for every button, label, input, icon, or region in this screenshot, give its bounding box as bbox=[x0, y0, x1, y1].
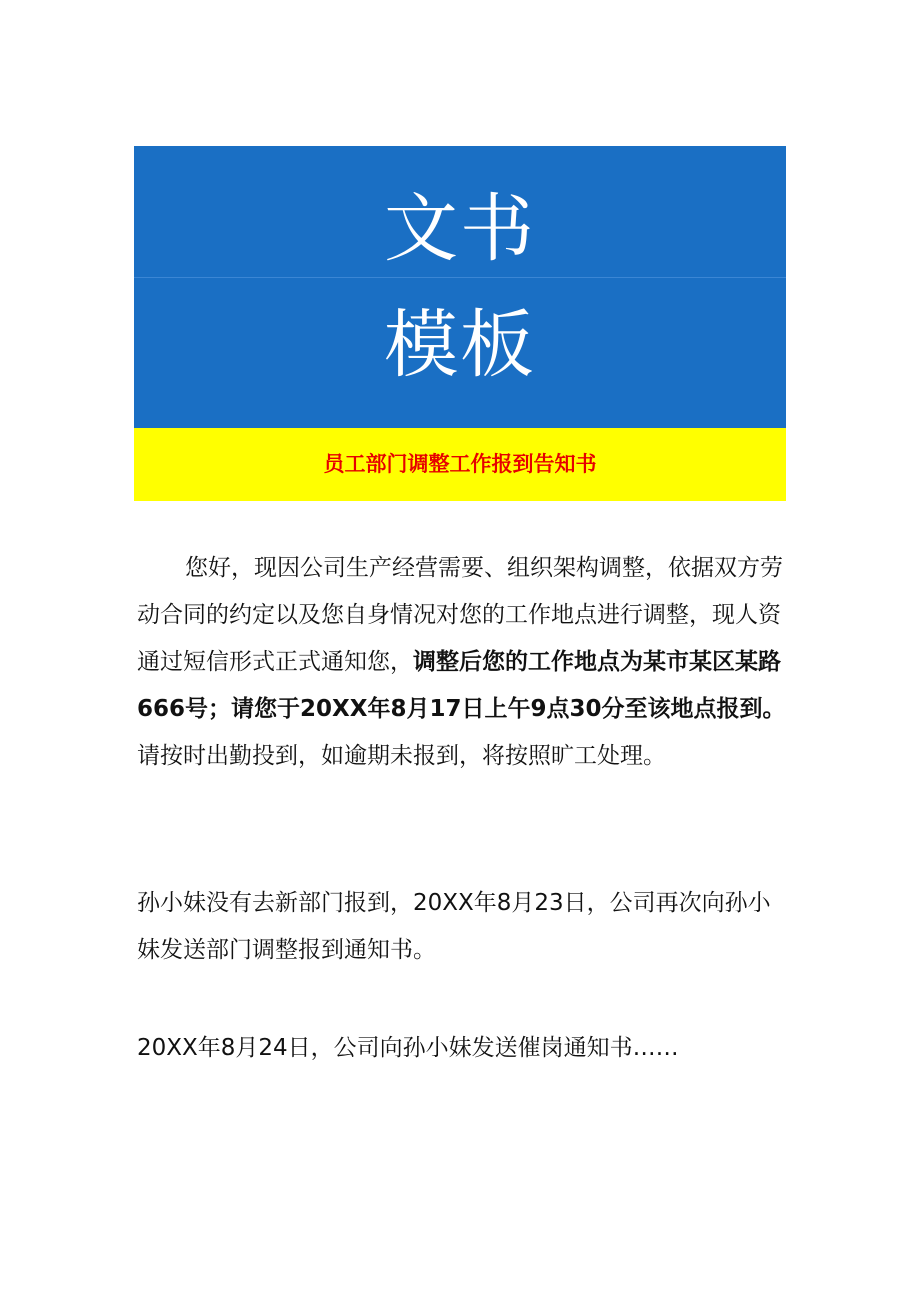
title-banner-blue-block bbox=[134, 146, 786, 428]
paragraph-notice-text-b: 请按时出勤投到，如逾期未报到，将按照旷工处理。 bbox=[137, 743, 666, 769]
document-subtitle: 员工部门调整工作报到告知书 bbox=[323, 452, 597, 476]
subtitle-bar bbox=[134, 428, 786, 501]
banner-title-line-1: 文书 bbox=[384, 186, 536, 272]
banner-title-line-2: 模板 bbox=[384, 302, 536, 388]
paragraph-urge-notice: 20XX年8月24日，公司向孙小妹发送催岗通知书…… bbox=[137, 1035, 679, 1061]
paragraph-notice-bold: 调整后您的工作地点为某市某区某路666号；请您于20XX年8月17日上午9点30分至该地点报到。 bbox=[137, 649, 786, 722]
paragraph-notice-text-a: 您好，现因公司生产经营需要、组织架构调整，依据双方劳动合同的约定以及您自身情况对您的工作地点进行调整，现人资通过短信形式正式通知您， bbox=[137, 555, 783, 675]
paragraph-notice bbox=[137, 545, 787, 780]
banner-divider bbox=[134, 277, 786, 278]
title-banner bbox=[134, 146, 786, 501]
paragraph-second-notice: 孙小妹没有去新部门报到，20XX年8月23日，公司再次向孙小妹发送部门调整报到通知书。 bbox=[137, 890, 771, 963]
